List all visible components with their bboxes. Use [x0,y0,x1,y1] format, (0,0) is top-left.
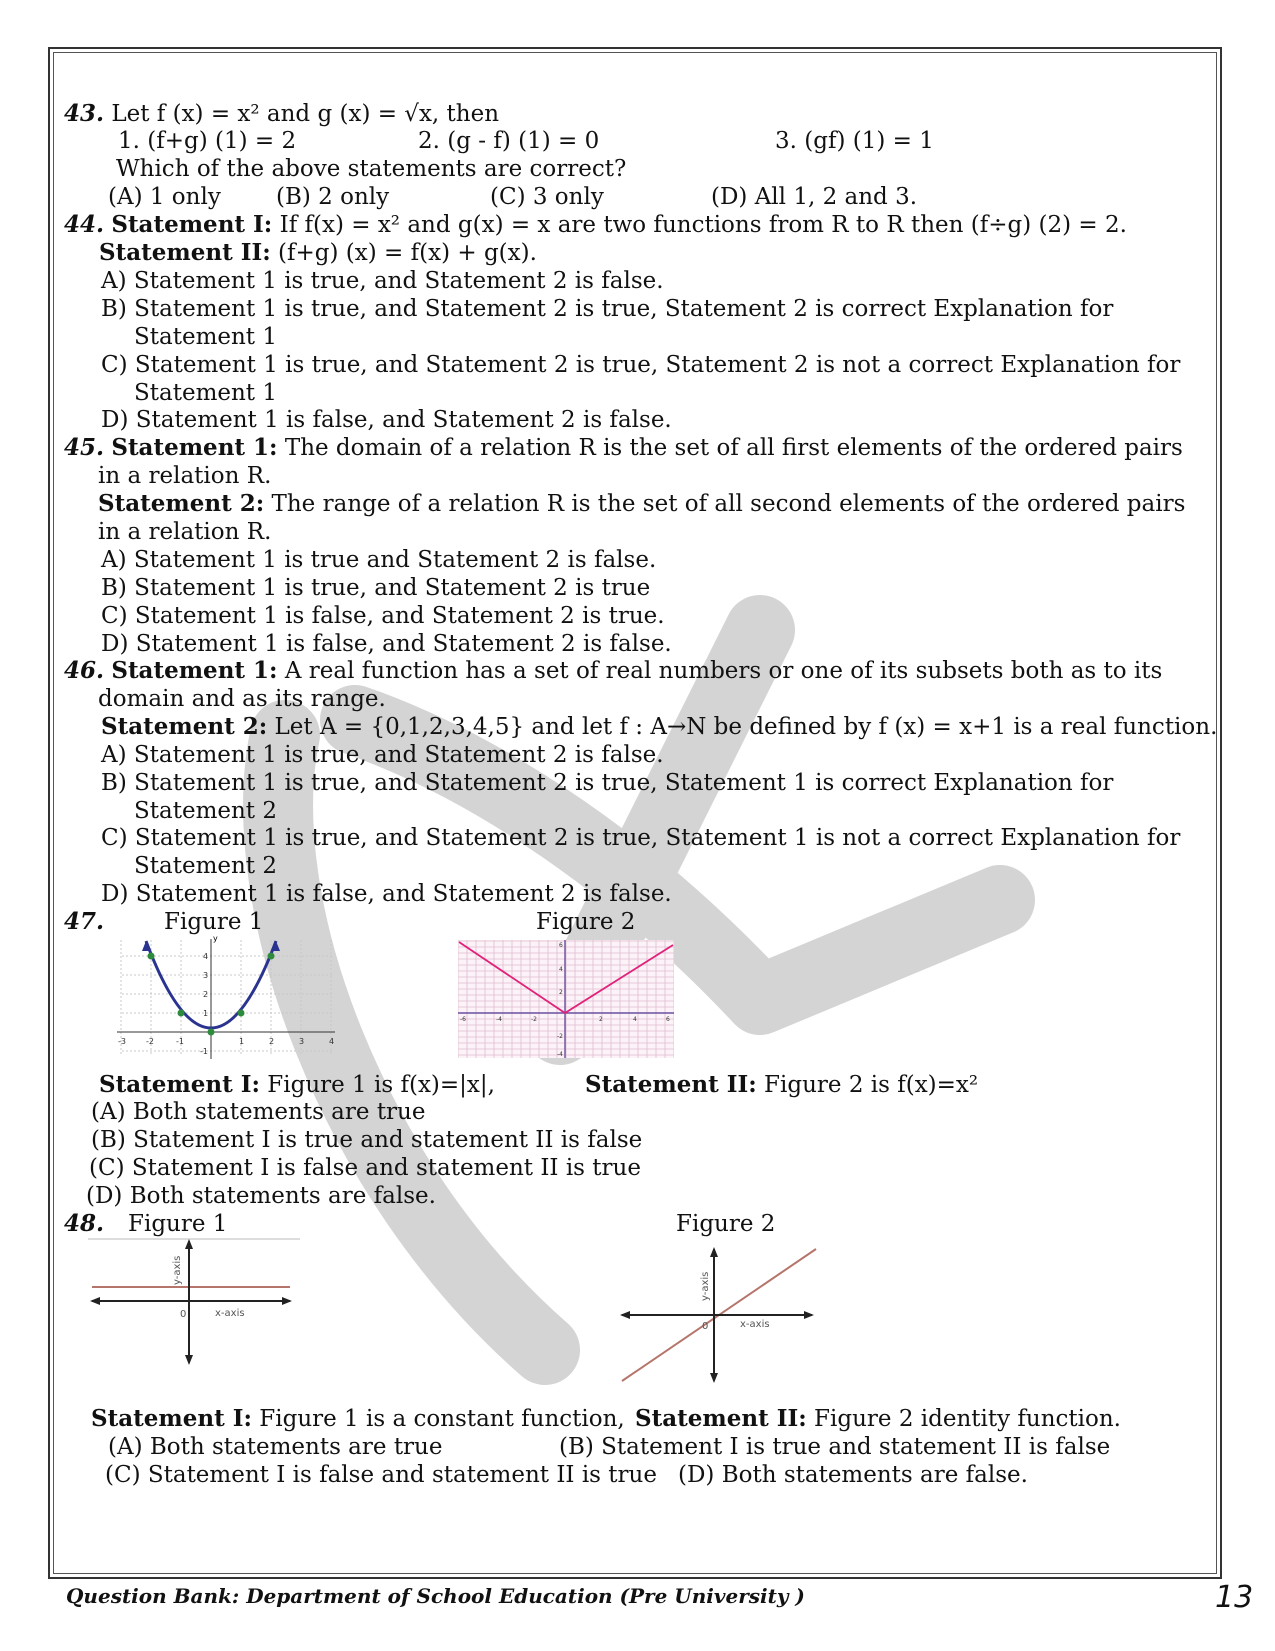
x-tick: -1 [176,1037,184,1046]
statement-label: Statement 2: [98,490,265,517]
statement-label: Statement 1: [111,434,278,461]
y-axis-label: y [213,935,218,943]
y-axis-label: y-axis [172,1255,183,1285]
y-axis-label: y-axis [700,1271,711,1301]
statement-label: Statement I: [111,211,273,238]
question-number: 47. [64,908,105,935]
statement-label: Statement I: [91,1405,252,1432]
statement-label: Statement II: [635,1405,807,1432]
q47-statement-2 [585,1071,978,1099]
y-tick: 2 [559,989,563,996]
statement-label: Statement 2: [101,713,268,740]
q45-option-a: A) Statement 1 is true and Statement 2 is false. [101,547,657,573]
q46-option-a: A) Statement 1 is true, and Statement 2 is false. [101,742,664,768]
y-tick: 4 [203,952,209,961]
q46-option-b-cont: Statement 2 [134,798,277,824]
q48-figure-2-graph [618,1245,820,1385]
q44-option-c-cont: Statement 1 [134,380,277,406]
point-marker [208,1029,215,1036]
x-tick: -6 [460,1016,466,1023]
x-tick: -2 [531,1016,537,1023]
statement-text: Figure 2 identity function. [806,1406,1121,1432]
y-tick: 6 [559,942,563,949]
q45-option-d: D) Statement 1 is false, and Statement 2 is false. [101,631,672,657]
page-number: 13 [1215,1580,1254,1615]
q45-statement-1 [64,434,1183,462]
q46-option-d: D) Statement 1 is false, and Statement 2 is false. [101,881,672,907]
q43-stem: Let f (x) = x² and g (x) = √x, then [111,101,500,127]
q47-option-a: (A) Both statements are true [91,1099,426,1125]
q48-figure-1-label: Figure 1 [128,1211,228,1237]
statement-text: Figure 1 is a constant function, [251,1406,625,1432]
q47-option-d: (D) Both statements are false. [86,1183,436,1209]
q43-option-a: (A) 1 only [108,184,221,210]
q44-option-b-cont: Statement 1 [134,324,277,350]
statement-text: The range of a relation R is the set of all second elements of the ordered pairs [264,491,1186,517]
q48-figure-2-label: Figure 2 [676,1211,776,1237]
y-tick: 2 [203,990,209,999]
x-tick: -3 [118,1037,126,1046]
q47-option-b: (B) Statement I is true and statement II is false [91,1127,643,1153]
footer-source: Question Bank: Department of School Education (Pre University ) [66,1584,805,1608]
question-number: 48. [64,1210,105,1237]
x-tick: 4 [633,1016,637,1023]
q48-option-d: (D) Both statements are false. [678,1462,1028,1488]
q44-option-b: B) Statement 1 is true, and Statement 2 is true, Statement 2 is correct Explanation for [101,296,1114,322]
x-tick: 1 [239,1037,245,1046]
q44-option-d: D) Statement 1 is false, and Statement 2 is false. [101,407,672,433]
q45-statement-2-cont: in a relation R. [98,519,272,545]
q44-option-a: A) Statement 1 is true, and Statement 2 is false. [101,268,664,294]
origin-label: 0 [702,1321,709,1332]
statement-label: Statement II: [99,239,271,266]
q48-option-b: (B) Statement I is true and statement II is false [559,1434,1111,1460]
x-tick: 3 [299,1037,305,1046]
y-tick: 3 [203,971,209,980]
q46-option-c: C) Statement 1 is true, and Statement 2 is true, Statement 1 is not a correct Explanation for [101,825,1181,851]
point-marker [268,953,275,960]
x-axis-label: x-axis [740,1319,770,1330]
q43-option-c: (C) 3 only [490,184,604,210]
x-tick: 6 [666,1016,670,1023]
q48-option-a: (A) Both statements are true [108,1434,443,1460]
statement-label: Statement I: [99,1071,260,1098]
q47-figure-1-graph [115,935,337,1060]
q43-ask: Which of the above statements are correct? [116,156,627,182]
x-tick: 2 [599,1016,603,1023]
question-number: 44. [64,211,105,238]
q47-figure-2-graph [458,940,674,1058]
q45-statement-1-cont: in a relation R. [98,463,272,489]
q47-statement-1 [99,1071,495,1099]
statement-label: Statement 1: [111,657,278,684]
q47-option-c: (C) Statement I is false and statement II is true [89,1155,641,1181]
q48-option-c: (C) Statement I is false and statement II is true [105,1462,657,1488]
q46-statement-1-cont: domain and as its range. [98,686,386,712]
y-tick: -1 [200,1047,208,1056]
x-axis-label: x-axis [215,1308,245,1319]
q43-statement-3: 3. (gf) (1) = 1 [775,128,934,154]
statement-text: (f+g) (x) = f(x) + g(x). [270,240,537,266]
q46-statement-1 [64,657,1162,685]
q43-option-d: (D) All 1, 2 and 3. [711,184,918,210]
question-number: 46. [64,657,105,684]
y-tick: 4 [559,966,563,973]
q48-statement-2 [635,1405,1121,1433]
q45-option-c: C) Statement 1 is false, and Statement 2 is true. [101,603,665,629]
origin-label: 0 [180,1309,187,1320]
q47-figure-1-label: Figure 1 [164,909,264,935]
point-marker [178,1010,185,1017]
question-number: 43. [64,100,105,127]
q43-stem-line [64,100,499,128]
q47-figure-2-label: Figure 2 [536,909,636,935]
y-tick: 1 [203,1009,209,1018]
x-tick: -4 [496,1016,502,1023]
point-marker [238,1010,245,1017]
q46-option-b: B) Statement 1 is true, and Statement 2 is true, Statement 1 is correct Explanation for [101,770,1114,796]
q48-number [64,1210,104,1238]
question-number: 45. [64,434,105,461]
statement-text: If f(x) = x² and g(x) = x are two functions from R to R then (f÷g) (2) = 2. [272,212,1127,238]
y-tick: -4 [557,1051,563,1058]
point-marker [148,953,155,960]
x-tick: 2 [269,1037,275,1046]
statement-label: Statement II: [585,1071,757,1098]
q45-option-b: B) Statement 1 is true, and Statement 2 is true [101,575,651,601]
q48-statement-1 [91,1405,625,1433]
x-tick: 4 [329,1037,335,1046]
statement-text: Figure 1 is f(x)=|x|, [259,1072,495,1098]
y-tick: -2 [557,1033,563,1040]
q43-statement-1: 1. (f+g) (1) = 2 [118,128,297,154]
q44-option-c: C) Statement 1 is true, and Statement 2 is true, Statement 2 is not a correct Explanation for [101,352,1181,378]
q44-statement-2 [99,239,537,267]
q44-statement-1 [64,211,1127,239]
q47-number [64,908,104,936]
statement-text: A real function has a set of real numbers or one of its subsets both as to its [277,658,1163,684]
q43-statement-2: 2. (g - f) (1) = 0 [418,128,600,154]
q45-statement-2 [98,490,1185,518]
statement-text: The domain of a relation R is the set of all first elements of the ordered pairs [277,435,1183,461]
q46-statement-2 [101,713,1217,741]
x-tick: -2 [146,1037,154,1046]
q43-option-b: (B) 2 only [276,184,390,210]
q48-figure-1-graph [88,1237,300,1369]
statement-text: Let A = {0,1,2,3,4,5} and let f : A→N be defined by f (x) = x+1 is a real function. [267,714,1218,740]
q46-option-c-cont: Statement 2 [134,853,277,879]
statement-text: Figure 2 is f(x)=x² [756,1072,979,1098]
